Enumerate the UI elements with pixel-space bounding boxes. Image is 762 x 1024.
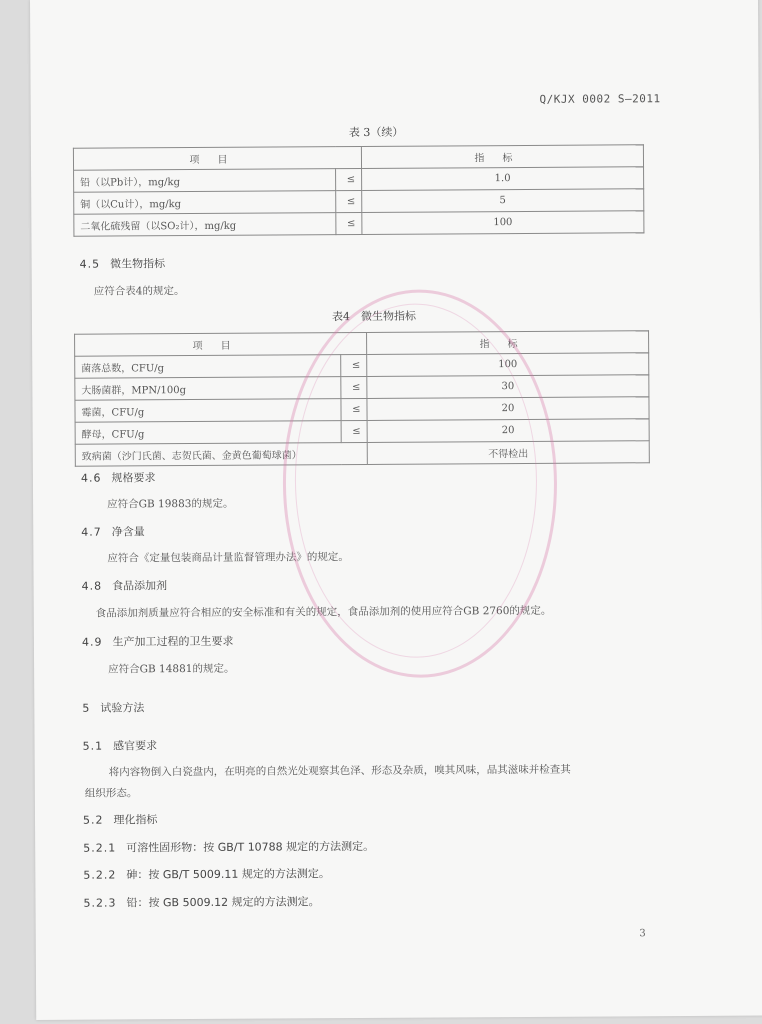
table3-caption: 表 3（续）	[348, 125, 404, 140]
section-5-2	[83, 811, 158, 827]
section-title: 生产加工过程的卫生要求	[112, 634, 234, 649]
row-value: 20	[367, 397, 649, 421]
row-op: ≤	[341, 354, 367, 376]
row-item: 铜（以Cu计），mg/kg	[74, 191, 336, 215]
row-value: 100	[367, 353, 649, 377]
row-item: 致病菌（沙门氏菌、志贺氏菌、金黄色葡萄球菌）	[75, 442, 367, 466]
row-item: 大肠菌群，MPN/100g	[75, 377, 341, 401]
row-value: 20	[367, 419, 649, 443]
row-value: 100	[362, 211, 644, 235]
section-title: 理化指标	[113, 813, 158, 827]
row-item: 酵母，CFU/g	[75, 421, 341, 445]
section-text: 砷：按 GB/T 5009.11 规定的方法测定。	[126, 867, 330, 882]
section-4-8	[82, 577, 168, 594]
section-number: 5.1	[82, 739, 104, 753]
row-item: 霉菌，CFU/g	[75, 399, 341, 423]
section-number: 4.8	[81, 579, 103, 593]
row-op: ≤	[341, 376, 367, 398]
row-op: ≤	[341, 420, 367, 442]
section-title: 净含量	[111, 525, 145, 539]
section-4-5	[80, 255, 166, 272]
row-op: ≤	[341, 398, 367, 420]
section-number: 4.6	[80, 471, 102, 485]
section-4-5-text: 应符合表4的规定。	[93, 285, 185, 298]
row-item: 菌落总数，CFU/g	[75, 355, 341, 379]
section-title: 食品添加剂	[112, 579, 168, 593]
section-title: 感官要求	[113, 739, 158, 753]
section-5-1-text-line1: 将内容物倒入白瓷盘内，在明亮的自然光处观察其色泽、形态及杂质，嗅其风味，品其滋味并检查其	[108, 763, 571, 779]
section-number: 4.5	[79, 257, 101, 271]
row-op: ≤	[336, 190, 362, 212]
section-4-6	[81, 469, 156, 485]
row-op: ≤	[336, 168, 362, 190]
section-number: 5.2.2	[83, 868, 117, 882]
document-page	[30, 0, 762, 1020]
section-number: 4.7	[81, 525, 102, 539]
row-op: ≤	[336, 212, 362, 234]
header-item: 项目	[73, 146, 361, 170]
section-title: 微生物指标	[110, 257, 166, 271]
section-4-6-text: 应符合GB 19883的规定。	[107, 497, 234, 511]
section-number: 5.2.3	[83, 896, 117, 910]
table4-caption: 表4 微生物指标	[331, 309, 416, 324]
section-4-7-text: 应符合《定量包装商品计量监督管理办法》的规定。	[107, 551, 349, 565]
section-5-1	[83, 737, 158, 753]
section-title: 规格要求	[111, 471, 156, 485]
section-number: 4.9	[81, 635, 103, 649]
row-value: 30	[367, 375, 649, 399]
standard-code: Q/KJX 0002 S—2011	[539, 92, 661, 106]
page-number: 3	[639, 928, 646, 940]
section-text: 可溶性固形物：按 GB/T 10788 规定的方法测定。	[126, 839, 375, 855]
section-number: 5.2.1	[83, 841, 117, 855]
section-5-2-2	[83, 865, 330, 883]
table3	[73, 144, 645, 236]
row-value: 1.0	[362, 167, 644, 191]
section-text: 铅：按 GB 5009.12 规定的方法测定。	[126, 895, 320, 910]
header-indicator: 指标	[361, 145, 643, 169]
header-item: 项目	[75, 332, 367, 356]
official-seal-inner-ring	[294, 303, 538, 658]
section-number: 5.2	[82, 813, 104, 827]
section-4-9-text: 应符合GB 14881的规定。	[108, 662, 235, 676]
section-5-2-3	[83, 893, 319, 910]
section-5-1-text-line2: 组织形态。	[84, 787, 138, 800]
section-number: 5	[82, 701, 91, 715]
row-item: 铅（以Pb计），mg/kg	[74, 169, 336, 193]
row-value: 不得检出	[367, 441, 649, 465]
section-4-9	[82, 633, 234, 650]
section-4-7	[81, 523, 145, 539]
section-4-8-text: 食品添加剂质量应符合相应的安全标准和有关的规定，食品添加剂的使用应符合GB 2760的规定。	[95, 604, 552, 620]
row-value: 5	[362, 189, 644, 213]
section-title: 试验方法	[100, 701, 145, 715]
row-item: 二氧化硫残留（以SO₂计），mg/kg	[74, 213, 336, 237]
table-row	[74, 211, 644, 236]
section-5-2-1	[83, 838, 374, 856]
header-indicator: 指标	[367, 331, 649, 355]
section-5	[82, 699, 144, 715]
